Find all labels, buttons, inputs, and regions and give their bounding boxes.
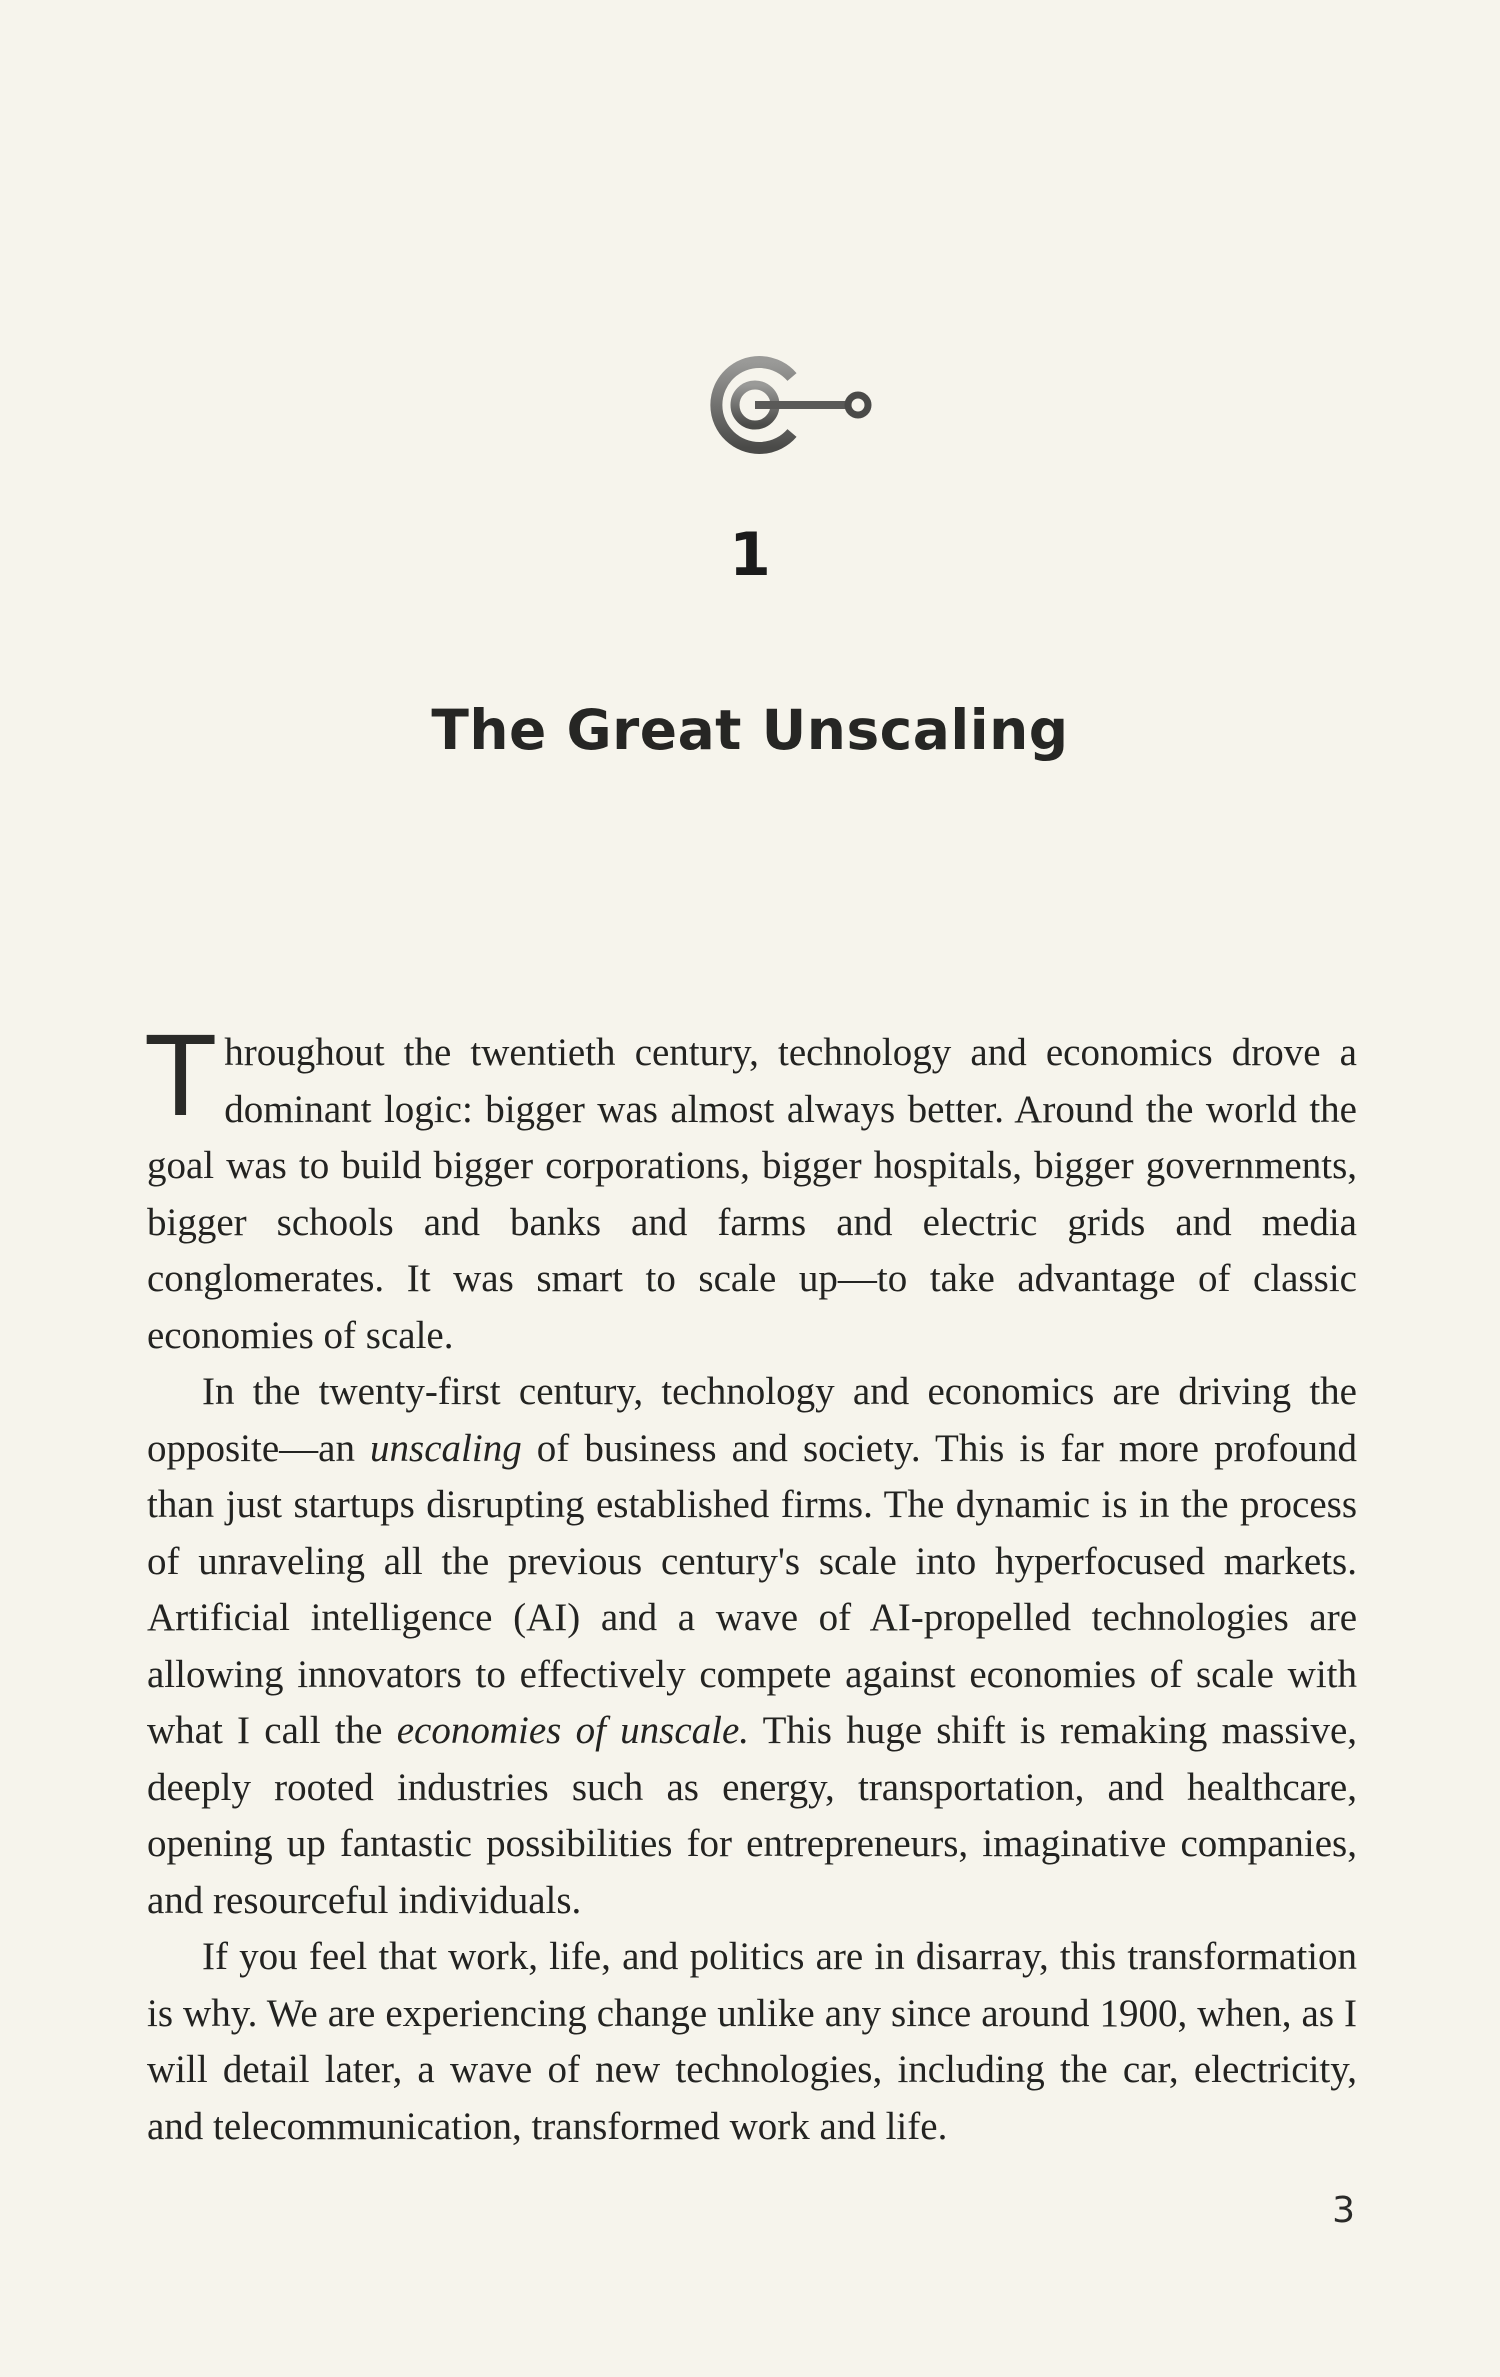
text-run: hroughout the twentieth century, technology and economics drove a dominant logic: bigger was almost always better. Around the world the goal was to build bigger corporations, bigger hospitals, bigger governments, bigger schools and banks and farms and electric grids and media conglomerates. It was smart to scale up—to take advantage of classic economies of scale. [147,1031,1357,1357]
chapter-body [147,1013,1358,2155]
text-run: If you feel that work, life, and politics are in disarray, this transformation is why. We are experiencing change unlike any since around 1900, when, as I will detail later, a wave of new technologies, including the car, electricity, and telecommunication, transformed work and life. [147,1935,1357,2148]
italic-text: economies of unscale. [396,1709,750,1752]
paragraph [147,1013,1357,1364]
chapter-number: 1 [729,520,771,590]
text-run: This huge shift is remaking massive, deeply rooted industries such as energy, transportation, and healthcare, opening up fantastic possibilities for entrepreneurs, imaginative companies, and resourceful individuals. [147,1709,1358,1922]
chapter-title: The Great Unscaling [431,698,1069,762]
circle-key-icon [700,350,880,460]
italic-text: unscaling [370,1426,522,1470]
drop-cap: T [147,1013,215,1141]
text-run: In the twenty-first century, technology and economics are driving the opposite—an [147,1370,1357,1470]
paragraph [147,1929,1357,2155]
paragraph [147,1364,1357,1929]
text-run: of business and society. This is far more profound than just startups disrupting established firms. The dynamic is in the process of unraveling all the previous century's scale into hyperfocused markets. Artificial intelligence (AI) and a wave of AI-propelled technologies are allowing innovators to effectively compete against economies of scale with what I call the [147,1426,1358,1752]
page-number: 3 [1332,2190,1355,2231]
